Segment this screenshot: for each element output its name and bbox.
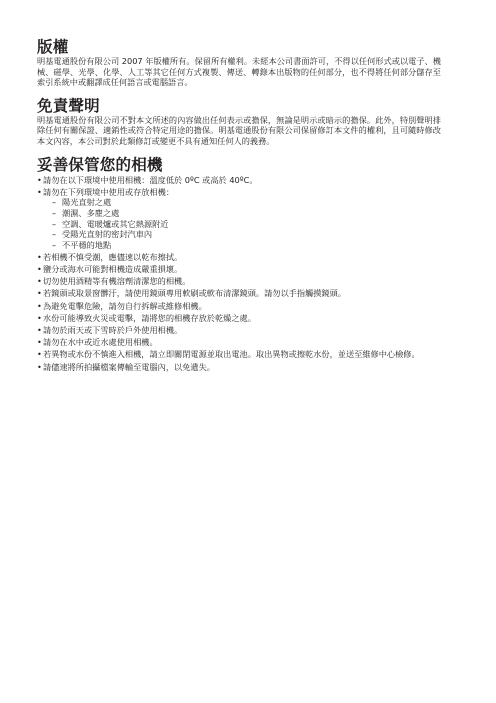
care-item [37,264,441,275]
disclaimer-text: 明基電通股份有限公司不對本文所述的內容做出任何表示或擔保，無論是明示或暗示的擔保。此外，特別聲明排除任何有關保證、適銷性或符合特定用途的擔保。明基電通股份有限公司保留修訂本文件的權利，且可隨時修改本文內容，本公司對於此類修訂或變更不具有通知任何人的義務。 [37,114,441,146]
care-item-text: 切勿使用酒精等有機溶劑清潔您的相機。 [43,276,191,287]
care-item [37,313,441,324]
disclaimer-heading: 免責聲明 [37,96,100,115]
care-item-text: 為避免電擊危險，請勿自行拆解或維修相機。 [43,300,207,311]
care-item [37,337,441,348]
care-item [37,175,441,186]
care-item-text: 請勿在以下環境中使用相機：溫度低於 0ºC 或高於 40ºC。 [43,174,258,185]
care-item-text: 請勿於雨天或下雪時於戶外使用相機。 [43,325,183,336]
care-item [37,187,441,251]
care-item-text: 若鏡頭或取景窗髒汙，請使用鏡頭專用軟刷或軟布清潔鏡頭。請勿以手指觸摸鏡頭。 [43,288,346,299]
care-item-text: 請勿在水中或近水處使用相機。 [43,337,158,348]
care-item-text: 請儘速將所拍攝檔案傳輸至電腦內，以免遺失。 [43,361,215,372]
care-item-text: 請勿在下列環境中使用或存放相機： [43,186,175,197]
care-item [37,349,441,360]
copyright-heading: 版權 [37,38,69,56]
camera-care-heading: 妥善保管您的相機 [37,155,163,174]
copyright-section [37,38,441,88]
care-item-text: 鹽分或海水可能對相機造成嚴重損壞。 [43,264,183,275]
camera-care-section [37,156,441,373]
care-item [37,252,441,263]
care-item [37,276,441,287]
care-item-text: 水份可能導致火災或電擊，請將您的相機存放於乾燥之處。 [43,312,256,323]
copyright-text: 明基電通股份有限公司 2007 年版權所有。保留所有權利。未經本公司書面許可，不得以任何形式或以電子、機械、磁學、光學、化學、人工等其它任何方式複製、傳送、轉錄本出版物的任何部分，也不得將任何部分儲存至索引系統中或翻譯成任何語言或電腦語言。 [37,56,441,88]
environment-subitem: – 空調、電暖爐或其它熱源附近 [52,219,441,230]
care-item-text: 若異物或水份不慎進入相機，請立即關閉電源並取出電池。取出異物或擦乾水份，並送至維修中心檢修。 [43,349,420,360]
disclaimer-section [37,97,441,147]
environment-subitem: – 受陽光直射的密封汽車內 [52,229,441,240]
environment-subitem: – 陽光直射之處 [52,197,441,208]
environment-sublist [43,197,441,250]
care-list [37,175,441,373]
care-item [37,288,441,299]
care-item [37,325,441,336]
care-item [37,362,441,373]
care-item [37,301,441,312]
environment-subitem: – 不平穩的地點 [52,240,441,251]
care-item-text: 若相機不慎受潮，應儘速以乾布擦拭。 [43,251,183,262]
page-content [37,38,441,372]
environment-subitem: – 潮濕、多塵之處 [52,208,441,219]
